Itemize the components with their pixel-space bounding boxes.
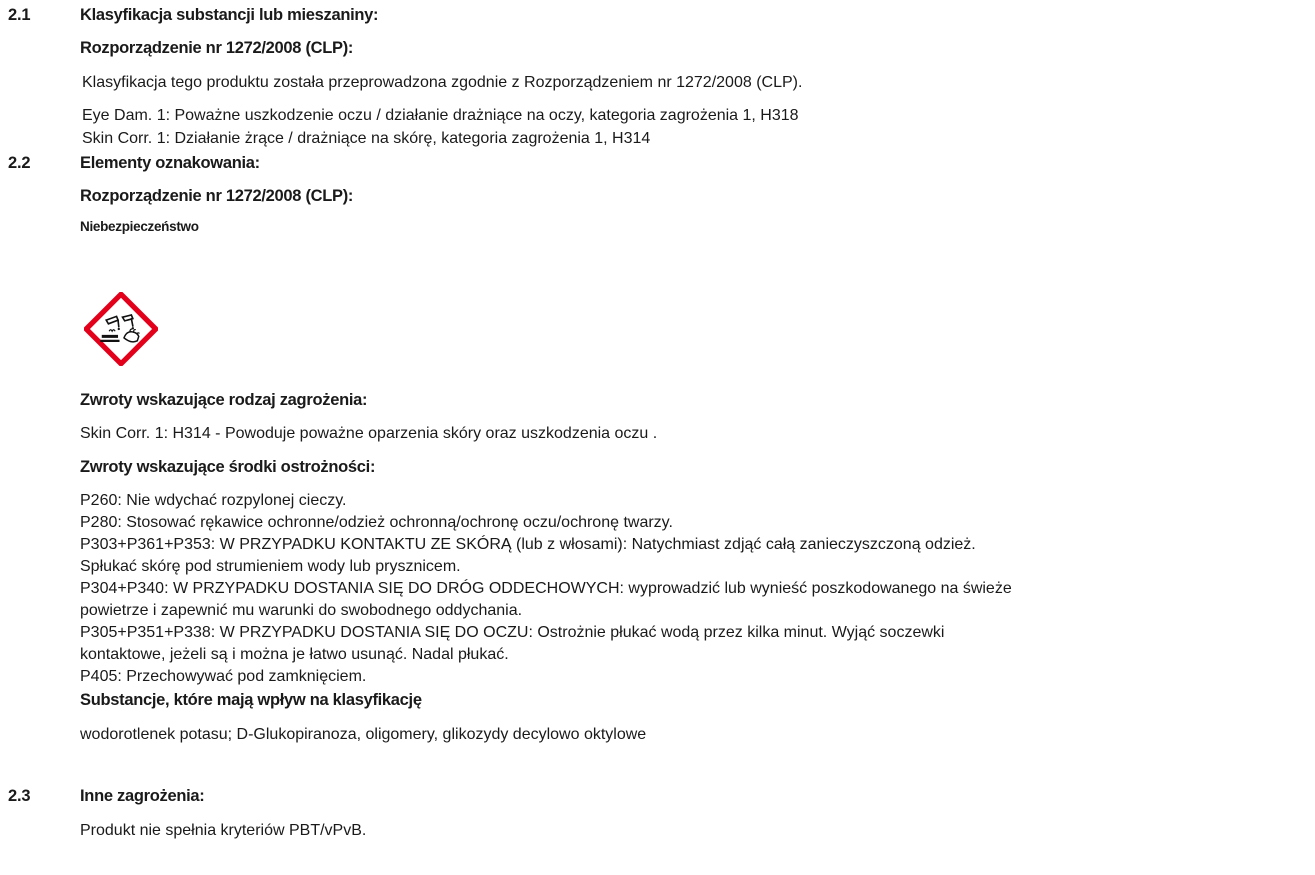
substances-heading: Substancje, które mają wpływ na klasyfikację [80,691,422,709]
section-number-2-2: 2.2 [8,154,31,172]
precautionary-statements-heading: Zwroty wskazujące środki ostrożności: [80,458,376,476]
section-title-2-3: Inne zagrożenia: [80,787,205,805]
precaution-line: P260: Nie wdychać rozpylonej cieczy. [80,492,347,509]
section-number-2-1: 2.1 [8,6,31,24]
signal-word: Niebezpieczeństwo [80,219,199,234]
hazard-statements-heading: Zwroty wskazujące rodzaj zagrożenia: [80,391,368,409]
precaution-line: Spłukać skórę pod strumieniem wody lub prysznicem. [80,558,461,575]
precaution-line: P303+P361+P353: W PRZYPADKU KONTAKTU ZE SKÓRĄ (lub z włosami): Natychmiast zdjąć całą zanieczyszczoną odzież. [80,536,976,553]
classification-line: Eye Dam. 1: Poważne uszkodzenie oczu / działanie drażniące na oczy, kategoria zagrożenia 1, H318 [82,107,799,124]
other-hazards-text: Produkt nie spełnia kryteriów PBT/vPvB. [80,822,367,839]
precaution-line: P405: Przechowywać pod zamknięciem. [80,668,367,685]
regulation-heading-2-1: Rozporządzenie nr 1272/2008 (CLP): [80,39,354,57]
precaution-line: powietrze i zapewnić mu warunki do swobodnego oddychania. [80,602,523,619]
precaution-line: P304+P340: W PRZYPADKU DOSTANIA SIĘ DO DRÓG ODDECHOWYCH: wyprowadzić lub wynieść poszkodowanego na świeże [80,580,1012,597]
precaution-line: P305+P351+P338: W PRZYPADKU DOSTANIA SIĘ DO OCZU: Ostrożnie płukać wodą przez kilka minut. Wyjąć soczewki [80,624,945,641]
regulation-heading-2-2: Rozporządzenie nr 1272/2008 (CLP): [80,187,354,205]
substances-text: wodorotlenek potasu; D-Glukopiranoza, oligomery, glikozydy decylowo oktylowe [80,726,647,743]
precaution-line: P280: Stosować rękawice ochronne/odzież ochronną/ochronę oczu/ochronę twarzy. [80,514,673,531]
section-number-2-3: 2.3 [8,787,31,805]
classification-line: Skin Corr. 1: Działanie żrące / drażniące na skórę, kategoria zagrożenia 1, H314 [82,130,651,147]
section-title-2-2: Elementy oznakowania: [80,154,260,172]
corrosion-ghs05-icon [84,292,158,366]
section-title-2-1: Klasyfikacja substancji lub mieszaniny: [80,6,379,24]
precaution-line: kontaktowe, jeżeli są i można je łatwo usunąć. Nadal płukać. [80,646,509,663]
hazard-statement: Skin Corr. 1: H314 - Powoduje poważne oparzenia skóry oraz uszkodzenia oczu . [80,425,658,442]
classification-intro: Klasyfikacja tego produktu została przeprowadzona zgodnie z Rozporządzeniem nr 1272/2008 (CLP). [82,74,803,91]
